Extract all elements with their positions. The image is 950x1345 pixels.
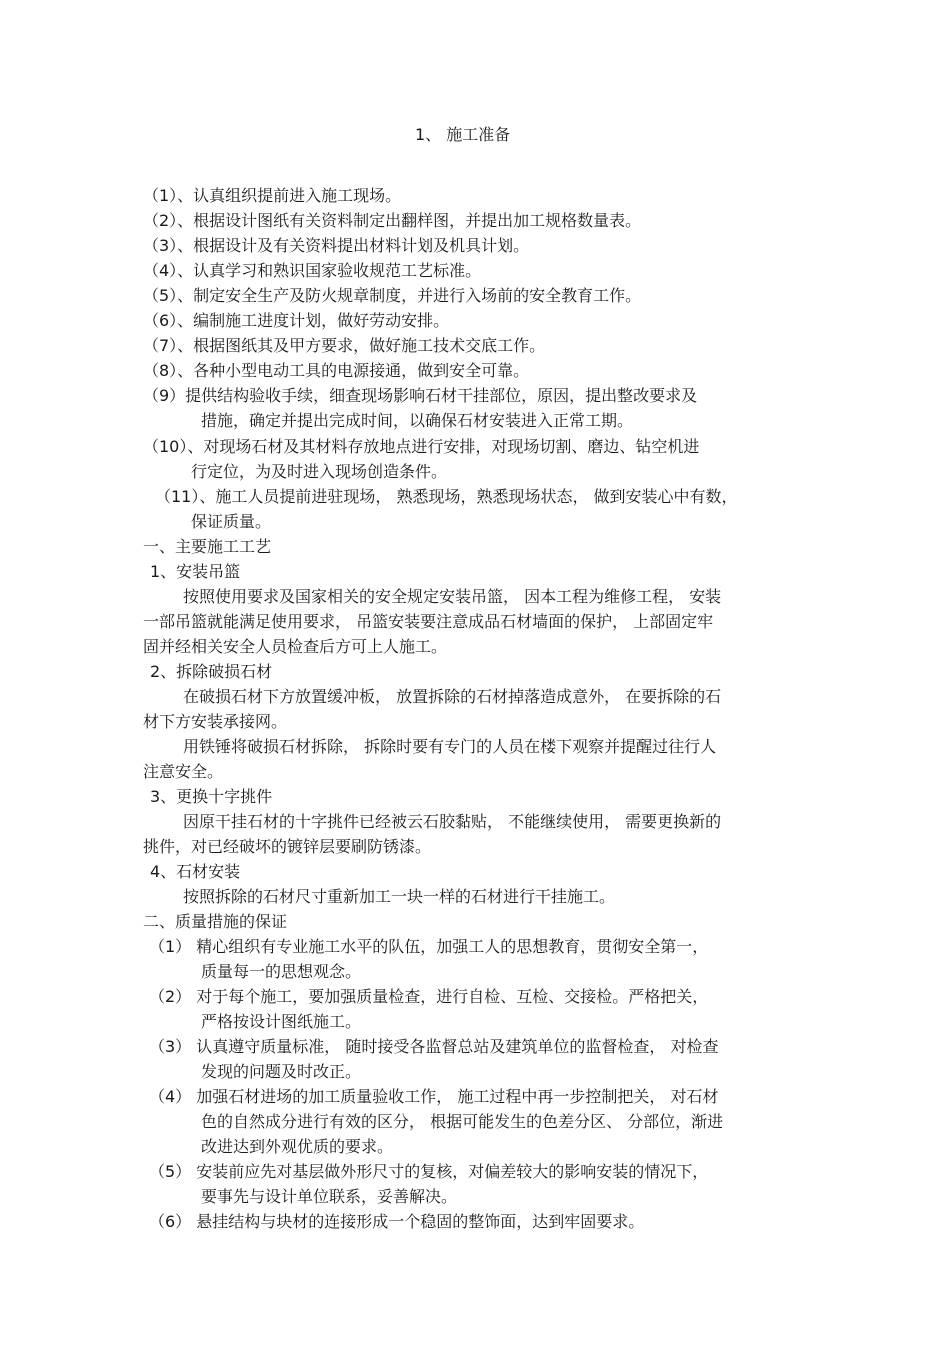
process-sub-1: 1、安装吊篮: [150, 562, 241, 581]
prep-line-7: （7）、根据图纸其及甲方要求，做好施工技术交底工作。: [143, 336, 546, 355]
process-para-2b: 材下方安装承接网。: [143, 712, 288, 731]
process-sub-3: 3、更换十字挑件: [150, 787, 273, 806]
process-para-2a: 在破损石材下方放置缓冲板， 放置拆除的石材掉落造成意外， 在要拆除的石: [183, 687, 722, 706]
process-sub-2: 2、拆除破损石材: [150, 662, 273, 681]
prep-line-2: （2）、根据设计图纸有关资料制定出翻样图，并提出加工规格数量表。: [143, 211, 642, 230]
process-para-1c: 固并经相关安全人员检查后方可上人施工。: [143, 637, 448, 656]
prep-line-10-cont: 行定位，为及时进入现场创造条件。: [191, 462, 448, 481]
process-para-3b: 挑件，对已经破坏的镀锌层要刷防锈漆。: [143, 837, 432, 856]
quality-item-1-cont: 质量每一的思想观念。: [201, 962, 362, 981]
quality-item-6: （6） 悬挂结构与块材的连接形成一个稳固的整饰面，达到牢固要求。: [149, 1212, 645, 1231]
quality-item-4-cont-2: 改进达到外观优质的要求。: [201, 1137, 394, 1156]
process-para-2c: 用铁锤将破损石材拆除， 拆除时要有专门的人员在楼下观察并提醒过往行人: [183, 737, 717, 756]
process-heading: 一、主要施工工艺: [143, 537, 272, 556]
quality-item-3-cont: 发现的问题及时改正。: [201, 1062, 362, 1081]
prep-line-8: （8）、各种小型电动工具的电源接通，做到安全可靠。: [143, 361, 530, 380]
prep-line-4: （4）、认真学习和熟识国家验收规范工艺标准。: [143, 261, 482, 280]
prep-line-9-cont: 措施，确定并提出完成时间，以确保石材安装进入正常工期。: [201, 411, 634, 430]
quality-item-2-cont: 严格按设计图纸施工。: [201, 1012, 362, 1031]
prep-line-9: （9）提供结构验收手续，细查现场影响石材干挂部位，原因，提出整改要求及: [143, 386, 698, 405]
process-para-3a: 因原干挂石材的十字挑件已经被云石胶黏贴， 不能继续使用， 需要更换新的: [183, 812, 722, 831]
prep-line-5: （5）、制定安全生产及防火规章制度，并进行入场前的安全教育工作。: [143, 286, 642, 305]
process-sub-4: 4、石材安装: [150, 862, 241, 881]
prep-line-6: （6）、编制施工进度计划，做好劳动安排。: [143, 311, 450, 330]
quality-item-4-cont-1: 色的自然成分进行有效的区分， 根据可能发生的色差分区、 分部位，渐进: [201, 1112, 724, 1131]
quality-item-4: （4） 加强石材进场的加工质量验收工作， 施工过程中再一步控制把关， 对石材: [149, 1087, 719, 1106]
prep-line-1: （1）、认真组织提前进入施工现场。: [143, 186, 402, 205]
prep-line-3: （3）、根据设计及有关资料提出材料计划及机具计划。: [143, 236, 530, 255]
process-para-1a: 按照使用要求及国家相关的安全规定安装吊篮， 因本工程为维修工程， 安装: [183, 587, 722, 606]
quality-item-1: （1） 精心组织有专业施工水平的队伍，加强工人的思想教育，贯彻安全第一，: [149, 937, 709, 956]
process-para-2d: 注意安全。: [143, 762, 224, 781]
prep-line-11: （11）、施工人员提前进驻现场， 熟悉现场，熟悉现场状态， 做到安装心中有数，: [155, 487, 738, 506]
prep-line-11-cont: 保证质量。: [191, 512, 272, 531]
quality-heading: 二、质量措施的保证: [143, 912, 288, 931]
quality-item-5-cont: 要事先与设计单位联系，妥善解决。: [201, 1187, 458, 1206]
quality-item-2: （2） 对于每个施工，要加强质量检查，进行自检、互检、交接检。严格把关，: [149, 987, 709, 1006]
quality-item-5: （5） 安装前应先对基层做外形尺寸的复核，对偏差较大的影响安装的情况下，: [149, 1162, 709, 1181]
prep-line-10: （10）、对现场石材及其材料存放地点进行安排，对现场切割、磨边、钻空机进: [143, 437, 700, 456]
process-para-1b: 一部吊篮就能满足使用要求， 吊篮安装要注意成品石材墙面的保护， 上部固定牢: [143, 612, 714, 631]
process-para-4a: 按照拆除的石材尺寸重新加工一块一样的石材进行干挂施工。: [183, 887, 616, 906]
section-title: 1、 施工准备: [415, 125, 511, 144]
quality-item-3: （3） 认真遵守质量标准， 随时接受各监督总站及建筑单位的监督检查， 对检查: [149, 1037, 719, 1056]
